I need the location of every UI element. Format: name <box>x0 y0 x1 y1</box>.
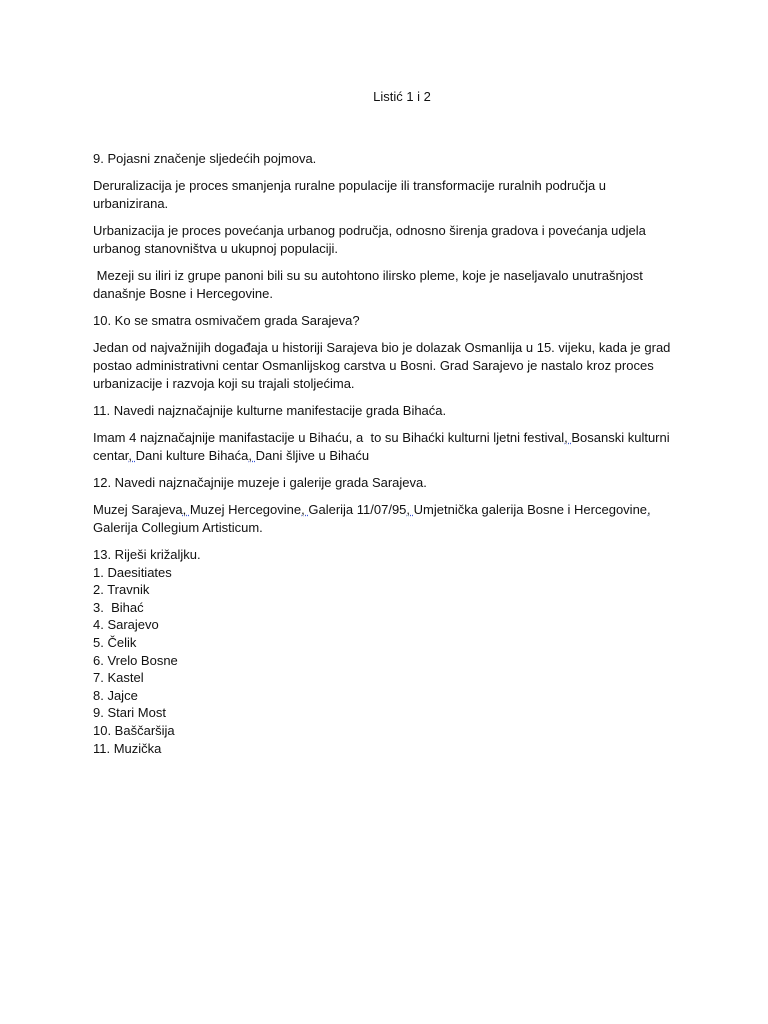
answer-11 <box>93 429 683 465</box>
list-item: 6. Vrelo Bosne <box>93 652 178 668</box>
list-item: 4. Sarajevo <box>93 617 159 633</box>
question-13-heading: 13. Riješi križaljku. <box>93 547 201 562</box>
answer-mezeji: Mezeji su iliri iz grupe panoni bili su su autohtono ilirsko pleme, koje je naseljavalo unutrašnjost današnje Bosne i Hercegovine. <box>93 268 647 301</box>
list-item: 10. Baščaršija <box>93 722 175 738</box>
museum-item: Galerija 11/07/95 <box>308 502 407 517</box>
list-item: 2. Travnik <box>93 582 150 598</box>
question-12-heading: 12. Navedi najznačajnije muzeje i galerije grada Sarajeva. <box>93 475 427 490</box>
list-separator: , <box>647 502 651 517</box>
document-content <box>93 88 683 757</box>
question-10-heading: 10. Ko se smatra osmivačem grada Sarajeva? <box>93 313 360 328</box>
list-item: 5. Čelik <box>93 634 137 650</box>
question-9-heading: 9. Pojasni značenje sljedećih pojmova. <box>93 151 317 166</box>
list-item: 3. Bihać <box>93 599 144 615</box>
list-item: 7. Kastel <box>93 670 144 686</box>
list-separator: , <box>128 448 136 463</box>
list-item: 1. Daesitiates <box>93 564 172 580</box>
list-separator: , <box>406 502 414 517</box>
manifestation-item: Dani kulture Bihaća <box>135 448 249 463</box>
document-title: Listić 1 i 2 <box>373 89 431 104</box>
manifestation-item: Bosanski kulturni centar <box>93 430 674 463</box>
list-separator: , <box>301 502 309 517</box>
list-separator: , <box>182 502 190 517</box>
museum-item: Umjetnička galerija Bosne i Hercegovine <box>413 502 648 517</box>
answer-urbanizacija: Urbanizacija je proces povećanja urbanog područja, odnosno širenja gradova i povećanja udjela urbanog stanovništva u ukupnoj populaciji. <box>93 223 646 256</box>
answer-11-intro: Imam 4 najznačajnije manifastacije u Bihaću, a to su Bihaćki kulturni ljetni festival <box>93 430 565 445</box>
answer-deruralizacija: Deruralizacija je proces smanjenja ruralne populacije ili transformacije ruralnih područja u urbanizirana. <box>93 178 607 211</box>
list-item: 8. Jajce <box>93 687 138 703</box>
list-item: 11. Muzička <box>93 740 162 756</box>
museum-item: Galerija Collegium Artisticum. <box>93 520 263 535</box>
crossword-answers-list <box>93 564 683 758</box>
museum-item: Muzej Sarajeva <box>93 502 183 517</box>
manifestation-item: Dani šljive u Bihaću <box>255 448 370 463</box>
answer-10: Jedan od najvažnijih događaja u historiji Sarajeva bio je dolazak Osmanlija u 15. vijeku, kada je grad postao administrativni centar Osmanlijskog carstva u Bosni. Grad Sarajevo je nastalo kroz proces urbanizacije i razvoja koji su trajali stoljećima. <box>93 340 671 391</box>
list-separator: , <box>564 430 572 445</box>
question-11-heading: 11. Navedi najznačajnije kulturne manifestacije grada Bihaća. <box>93 403 447 418</box>
museum-item: Muzej Hercegovine <box>189 502 302 517</box>
answer-12 <box>93 501 683 537</box>
list-separator: , <box>248 448 256 463</box>
list-item: 9. Stari Most <box>93 705 166 721</box>
